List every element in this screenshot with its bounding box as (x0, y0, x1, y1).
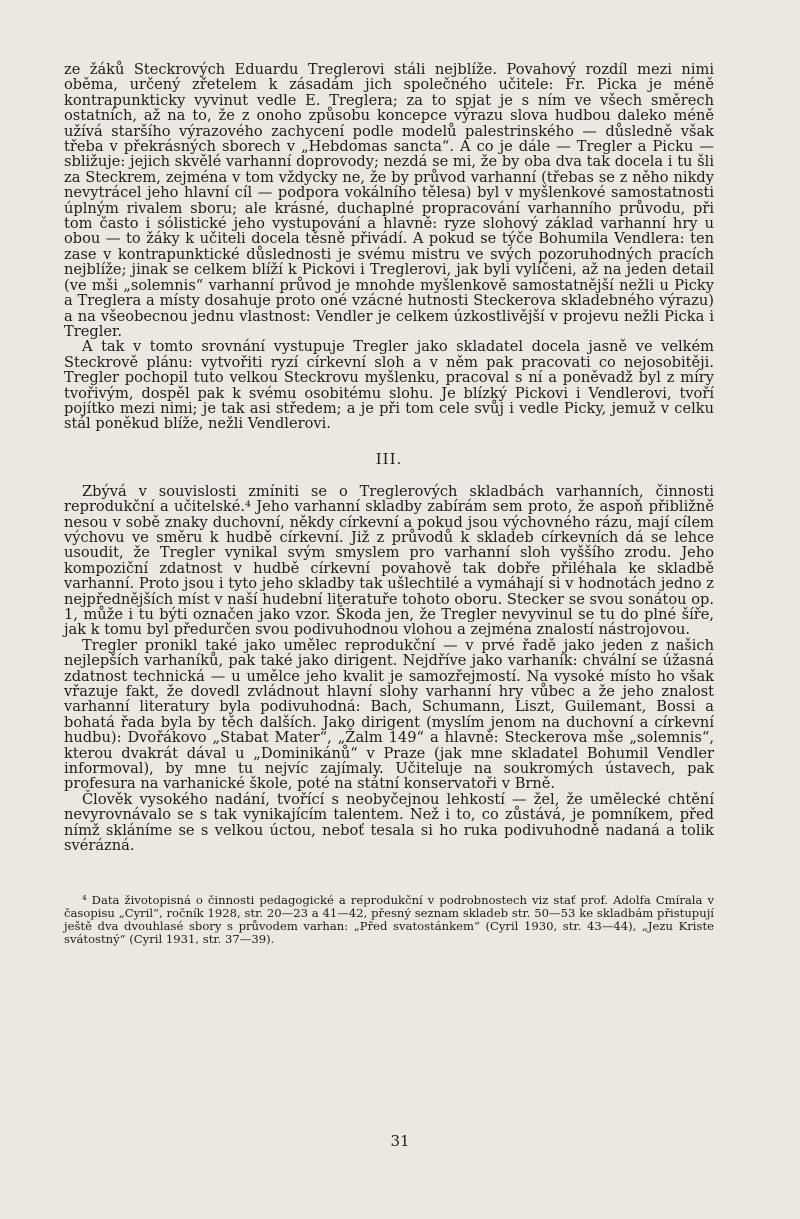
body-paragraph: A tak v tomto srovnání vystupuje Tregler jako skladatel docela jasně ve velkém Steckrově plánu: vytvořiti ryzí církevní sloh a v něm pak pracovati co nejosobitěji. Tregler pochopil tuto velkou Steckrovu myšlenku, pracoval s ní a poněvadž byl z míry tvořivým, dospěl pak k svému osobitému slohu. Je blízký Pickovi i Vendlerovi, tvoří pojítko mezi nimi; je tak asi středem; a je při tom cele svůj i vedle Picky, jemuž v celku stál poněkud blíže, nežli Vendlerovi. (64, 338, 714, 433)
body-paragraph: Zbývá v souvislosti zmíniti se o Treglerových skladbách varhanních, činnosti reprodukční a učitelské.⁴ Jeho varhanní skladby zabírám sem proto, že aspoň přibližně nesou v sobě znaky duchovní, někdy církevní a pokud jsou výchovného rázu, mají cílem výchovu ve směru k hudbě církevní. Již z průvodů k skladeb církevních dá se lehce usoudit, že Tregler vynikal svým smyslem pro varhanní sloh vyššího zrodu. Jeho kompoziční zdatnost v hudbě církevní povahově tak dobře přiléhala ke skladbě varhanní. Proto jsou i tyto jeho skladby tak ušlechtilé a vymáhají si v hodnotách jedno z nejpřednějších míst v naší hudební literatuře tohoto oboru. Stecker se svou sonátou op. 1, může i tu býti označen jako vzor. Škoda jen, že Tregler nevyvinul se tu do plné šíře, jak k tomu byl předurčen svou podivuhodnou vlohou a zejména znalostí nástrojovou. (64, 482, 714, 639)
footnote: ⁴ Data životopisná o činnosti pedagogické a reprodukční v podrobnostech viz stať prof. Adolfa Cmírala v časopisu „Cyril“, ročník 1928, str. 20—23 a 41—42, přesný seznam skladeb str. 50—53 ke skladbám přistupují ještě dva dvouhlasé sbory s průvodem varhan: „Před svatostánkem“ (Cyril 1930, str. 43—44), „Jezu Kriste svátostný“ (Cyril 1931, str. 37—39). (64, 892, 714, 947)
body-paragraph: ze žáků Steckrových Eduardu Treglerovi stáli nejblíže. Povahový rozdíl mezi nimi oběma, určený zřetelem k zásadám jich společného učitele: Fr. Picka je méně kontrapunkticky vyvinut vedle E. Treglera; za to spjat je s ním ve všech směrech ostatních, až na to, že z onoho způsobu koncepce výrazu slova hudbou daleko méně užívá staršího výrazového zachycení podle modelů palestrinského — důsledně však třeba v překrásných sborech v „Hebdomas sancta“. A co je dále — Tregler a Picku — sbližuje: jejich skvělé varhanní doprovody; nezdá se mi, že by oba dva tak docela i tu šli za Steckrem, zejména v tom vždycky ne, že by průvod varhanní (třebas se z něho nikdy nevytrácel jeho hlavní cíl — podpora vokálního tělesa) byl v myšlenkové samostatnosti úplným rivalem sboru; ale krásné, duchaplné propracování varhanního průvodu, při tom často i sólistické jeho vystupování a hlavně: ryze slohový základ varhanní hry u obou — to žáky k učiteli docela těsně přivádí. A pokud se týče Bohumila Vendlera: ten zase v kontrapunktické důslednosti je svému mistru ve svých pozoruhodných pracích nejblíže; jinak se celkem blíží k Pickovi i Treglerovi, jak byli vylíčeni, až na jeden detail (ve mši „solemnis“ varhanní průvod je mnohde myšlenkově samostatnější nežli u Picky a Treglera a místy dosahuje proto oné vzácné hutnosti Steckerova skladebného výrazu) a na všeobecnou jednu vlastnost: Vendler je celkem úzkostlivější v projevu nežli Picka i Tregler. (64, 61, 714, 340)
body-paragraph: Člověk vysokého nadání, tvořící s neobyčejnou lehkostí — žel, že umělecké chtění nevyrovnávalo se s tak vynikajícím talentem. Než i to, co zůstává, je pomníkem, před nímž skláníme se s velkou úctou, neboť tesala si ho ruka podivuhodně nadaná a tolik svérázná. (64, 790, 714, 855)
body-paragraph: Tregler pronikl také jako umělec reprodukční — v prvé řadě jako jeden z našich nejlepších varhaníků, pak také jako dirigent. Nejdříve jako varhaník: chvální se úžasná zdatnost technická — u umělce jeho kvalit je samozřejmostí. Na vysoké místo ho však vřazuje fakt, že dovedl zvládnout hlavní slohy varhanní hry vůbec a že jeho znalost varhanní literatury byla podivuhodná: Bach, Schumann, Liszt, Guilemant, Bossi a bohatá řada byla by těch dalších. Jako dirigent (myslím jenom na duchovní a církevní hudbu): Dvořákovo „Stabat Mater“, „Žalm 149“ a hlavně: Steckerova mše „solemnis“, kterou dvakrát dával u „Dominikánů“ v Praze (jak mne skladatel Bohumil Vendler informoval), by mne tu nejvíc zajímaly. Učiteluje na soukromých ústavech, pak profesura na varhanické škole, poté na státní konservatoři v Brně. (64, 636, 714, 793)
section-heading: III. (375, 449, 403, 468)
page-number: 31 (390, 1132, 410, 1150)
